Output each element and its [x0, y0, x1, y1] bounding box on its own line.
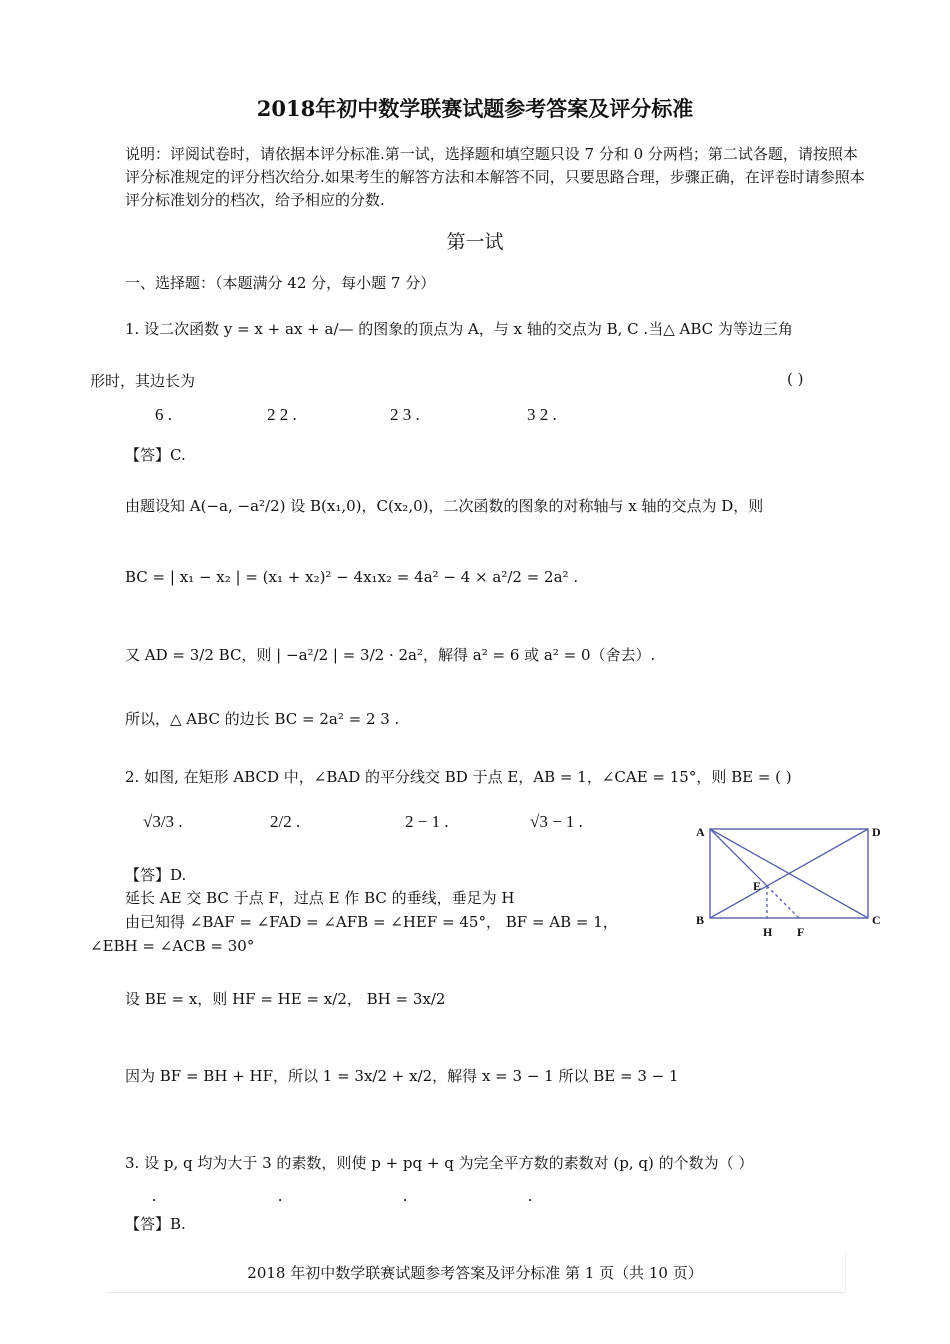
q2-solution-5: 因为 BF = BH + HF，所以 1 = 3x/2 + x/2，解得 x = 3 − 1 所以 BE = 3 − 1 — [125, 1067, 679, 1085]
page-footer: 2018 年初中数学联赛试题参考答案及评分标准 第 1 页（共 10 页） — [247, 1264, 703, 1282]
label-d: D — [872, 825, 881, 839]
footer-divider-right — [845, 1252, 846, 1292]
q3-stem: 3. 设 p, q 均为大于 3 的素数，则使 p + pq + q 为完全平方数的素数对 (p, q) 的个数为（ ） — [125, 1154, 754, 1172]
q2-option-a: √3/3 . — [143, 812, 183, 831]
q2-option-d: √3 − 1 . — [530, 812, 583, 831]
q1-solution-2: BC = | x₁ − x₂ | = (x₁ + x₂)² − 4x₁x₂ = 4a² − 4 × a²/2 = 2a² . — [125, 568, 579, 586]
label-b: B — [696, 913, 705, 927]
q1-solution-1: 由题设知 A(−a, −a²/2) 设 B(x₁,0)，C(x₂,0)，二次函数的图象的对称轴与 x 轴的交点为 D，则 — [125, 497, 764, 515]
q3-option-a: . — [152, 1186, 157, 1205]
footer-divider — [107, 1292, 845, 1293]
section-title: 第一试 — [446, 231, 504, 253]
q1-stem: 1. 设二次函数 y = x + ax + a/— 的图象的顶点为 A，与 x 轴的交点为 B, C .当△ ABC 为等边三角 — [125, 320, 793, 338]
q2-stem: 2. 如图, 在矩形 ABCD 中，∠BAD 的平分线交 BD 于点 E，AB = 1，∠CAE = 15°，则 BE = ( ) — [125, 768, 792, 786]
q3-option-c: . — [403, 1186, 408, 1205]
bisector-ae — [710, 829, 767, 886]
q3-answer: 【答】B. — [125, 1215, 186, 1233]
q2-option-c: 2 − 1 . — [405, 812, 449, 831]
label-e: E — [753, 879, 762, 893]
part-heading: 一、选择题：（本题满分 42 分，每小题 7 分） — [125, 274, 436, 292]
q1-option-a: 6 . — [155, 405, 172, 424]
intro-note: 说明：评阅试卷时，请依据本评分标准.第一试，选择题和填空题只设 7 分和 0 分两档；第二试各题，请按照本评分标准规定的评分档次给分.如果考生的解答方法和本解答不同，只要思路合理，步骤正确，在评卷时请参照本评分标准划分的档次，给予相应的分数. — [125, 145, 865, 209]
label-c: C — [872, 913, 881, 927]
q2-option-b: 2/2 . — [270, 812, 301, 831]
extension-ef — [767, 886, 799, 918]
q3-option-d: . — [528, 1186, 533, 1205]
q1-solution-4: 所以，△ ABC 的边长 BC = 2a² = 2 3 . — [125, 710, 400, 728]
q1-solution-3: 又 AD = 3/2 BC，则 | −a²/2 | = 3/2 · 2a²，解得 a² = 6 或 a² = 0（舍去）. — [125, 646, 656, 664]
q2-solution-2: 由已知得 ∠BAF = ∠FAD = ∠AFB = ∠HEF = 45°， BF = AB = 1， — [125, 913, 618, 931]
page-title: 2018年初中数学联赛试题参考答案及评分标准 — [256, 96, 694, 121]
rectangle-figure — [690, 820, 890, 945]
q2-solution-1: 延长 AE 交 BC 于点 F，过点 E 作 BC 的垂线，垂足为 H — [125, 889, 515, 907]
label-h: H — [763, 925, 773, 939]
q3-option-b: . — [278, 1186, 283, 1205]
q1-option-d: 3 2 . — [527, 405, 557, 424]
label-a: A — [696, 825, 705, 839]
q2-solution-3: ∠EBH = ∠ACB = 30° — [90, 937, 255, 955]
q1-answer: 【答】C. — [125, 446, 186, 464]
q2-solution-4: 设 BE = x，则 HF = HE = x/2， BH = 3x/2 — [125, 990, 446, 1008]
q1-option-b: 2 2 . — [267, 405, 297, 424]
q1-option-c: 2 3 . — [390, 405, 420, 424]
label-f: F — [797, 925, 805, 939]
q1-answer-bracket: ( ) — [787, 370, 804, 388]
q1-stem-cont: 形时，其边长为 — [90, 372, 196, 390]
q2-answer: 【答】D. — [125, 866, 187, 884]
